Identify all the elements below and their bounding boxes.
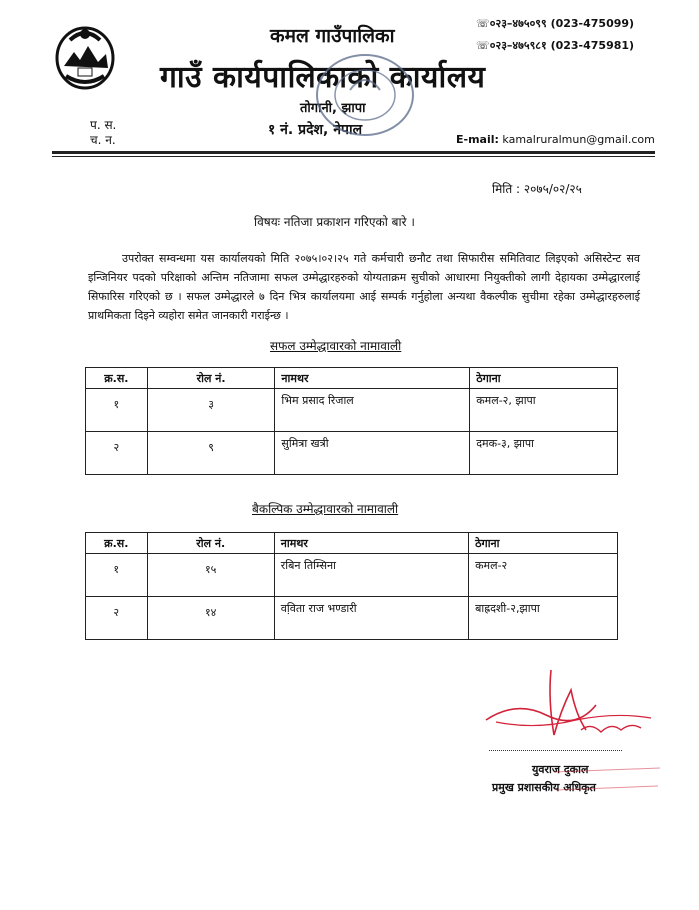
signatory-role: प्रमुख प्रशासकीय अधिकृत [492,781,596,794]
cell-sn: १ [86,554,148,597]
nepal-emblem-icon [52,22,118,92]
col-header-sn: क्र.स. [86,368,148,389]
header-rule-thin [52,156,655,157]
col-header-address: ठेगाना [469,533,618,554]
cell-address: कमल-२, झापा [470,389,618,432]
table-row [86,389,618,432]
col-header-name: नामथर [274,533,468,554]
table-row [86,432,618,475]
office-place: १ नं. प्रदेश, नेपाल [268,122,363,138]
ps-label: प. स. [90,118,117,132]
office-seal-stamp [280,50,450,140]
letter-subject: विषयः नतिजा प्रकाशन गरिएको बारे । [254,215,415,229]
cell-name: रबिन तिम्सिना [274,554,468,597]
office-title: गाउँ कार्यपालिकाको कार्यालय [160,60,486,95]
municipality-name: कमल गाउँपालिका [270,25,395,47]
col-header-name: नामथर [275,368,470,389]
email-line [456,133,655,146]
office-area: तोगानी, झापा [300,101,366,116]
cell-address: दमक-३, झापा [470,432,618,475]
col-header-sn: क्र.स. [86,533,148,554]
handwritten-signature [476,660,656,750]
cell-roll: १५ [147,554,274,597]
email-address: kamalruralmun@gmail.com [502,133,655,146]
phone-number-2: ☏०२३–४७५९८१ (023-475981) [476,39,635,52]
table-header-row [86,533,618,554]
email-label: E-mail: [456,133,499,146]
letter-date: मिति : २०७५/०२/२५ [492,182,582,196]
cell-name: ववि़ता राज भण्डारी [274,597,468,640]
successful-candidates-table [85,367,618,475]
cell-roll: ९ [147,432,275,475]
alternate-list-title: बैकल्पिक उम्मेद्धावारको नामावाली [252,502,399,516]
name-stamp [552,762,662,802]
cell-sn: २ [86,432,148,475]
cell-sn: २ [86,597,148,640]
cell-roll: ३ [147,389,275,432]
cell-roll: १४ [147,597,274,640]
cell-sn: १ [86,389,148,432]
col-header-address: ठेगाना [470,368,618,389]
table-header-row [86,368,618,389]
table-row [86,554,618,597]
header-rule-thick [52,151,655,154]
successful-list-title: सफल उम्मेद्धावारको नामावाली [270,339,402,353]
col-header-roll: रोल नं. [147,533,274,554]
phone-number-1: ☏०२३–४७५०९९ (023-475099) [476,17,635,30]
signature-line [489,750,622,751]
alternate-candidates-table [85,532,618,640]
letter-body: उपरोक्त सम्वन्धमा यस कार्यालयको मिति २०७५।०२।२५ गते कर्मचारी छनौट तथा सिफारीस समितिवाट लिइएको असिस्टेन्ट सव इन्जिनियर पदको परिक्षाको अन्तिम नतिजामा सफल उम्मेद्धारहरुको योग्यताक्रम सुचीको आधारमा नियुक्तीको लागी देहायका उम्मेद्धारलाई सिफारिस गरिएको छ । सफल उम्मेद्धारले ७ दिन भित्र कार्यालयमा आई सम्पर्क गर्नुहोला अन्यथा वैकल्पीक सुचीमा रहेका उम्मेद्धारहरुलाई प्राथमिकता दिइने व्यहोरा समेत जानकारी गराईन्छ । [88,252,640,322]
cell-address: बाह्रदशी-२,झापा [469,597,618,640]
col-header-roll: रोल नं. [147,368,275,389]
cell-name: भिम प्रसाद रिजाल [275,389,470,432]
signatory-name: युवराज दुकाल [532,763,589,776]
cn-label: च. न. [90,133,116,147]
cell-address: कमल-२ [469,554,618,597]
cell-name: सुमित्रा खत्री [275,432,470,475]
table-row [86,597,618,640]
